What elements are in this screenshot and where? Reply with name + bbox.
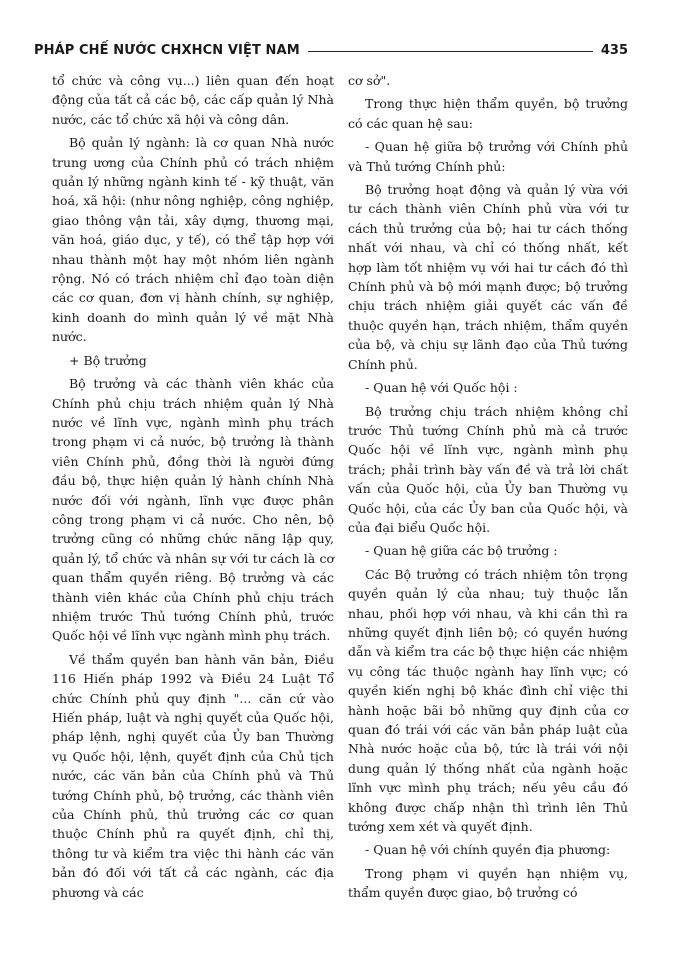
section-heading: + Bộ trưởng xyxy=(69,352,147,368)
header-rule xyxy=(308,51,593,52)
running-header xyxy=(34,39,628,61)
paragraph: Bộ trưởng và các thành viên khác của Chính phủ chịu trách nhiệm quản lý Nhà nước về lĩnh vực, ngành mình phụ trách trong phạm vi cả nước, bộ trưởng là thành viên Chính phủ, đồng thời là người đứng đầu bộ, thực hiện quản lý hành chính Nhà nước đối với ngành, lĩnh vực được phân công trong phạm vi cả nước. Cho nên, bộ trưởng cũng có những chức năng lập quy, quản lý, tổ chức và nhân sự với tư cách là cơ quan thẩm quyền riêng. Bộ trưởng và các thành viên khác của Chính phủ chịu trách nhiệm trước Thủ tướng Chính phủ, trước Quốc hội về lĩnh vực ngành mình phụ trách. xyxy=(52,376,334,644)
paragraph: tổ chức và công vụ...) liên quan đến hoạt động của tất cả các bộ, các cấp quản lý Nhà nước, các tổ chức xã hội và công dân. xyxy=(52,73,334,127)
paragraph: cơ sở". xyxy=(348,73,391,88)
paragraph: Về thẩm quyền ban hành văn bản, Điều 116 Hiến pháp 1992 và Điều 24 Luật Tổ chức Chính phủ quy định "... căn cứ vào Hiến pháp, luật và nghị quyết của Quốc hội, pháp lệnh, nghị quyết của Ủy ban Thường vụ Quốc hội, lệnh, quyết định của Chủ tịch nước, các văn bản của Chính phủ và Thủ tướng Chính phủ, bộ trưởng, các thành viên của Chính phủ, thủ trưởng các cơ quan thuộc Chính phủ ra quyết định, chỉ thị, thông tư và kiểm tra việc thi hành các văn bản đó đối với tất cả các ngành, các địa phương và các xyxy=(52,651,334,900)
paragraph: Bộ trưởng chịu trách nhiệm không chỉ trước Thủ tướng Chính phủ mà cả trước Quốc hội về lĩnh vực, ngành mình phụ trách; phải trình bày vấn đề và trả lời chất vấn của Quốc hội, của Ủy ban Thường vụ Quốc hội, của các Ủy ban của Quốc hội, và của đại biểu Quốc hội. xyxy=(348,403,628,535)
paragraph: Các Bộ trưởng có trách nhiệm tôn trọng quyền quản lý của nhau; tuỳ thuộc lẫn nhau, phối hợp với nhau, và khi cần thì ra những quyết định liên bộ; có quyền hướng dẫn và kiểm tra các bộ thực hiện các nhiệm vụ công tác thuộc ngành hay lĩnh vực; có quyền kiến nghị bộ khác đình chỉ việc thi hành hoặc bãi bỏ những quy định của cơ quan đó trái với các văn bản pháp luật của Nhà nước hoặc của bộ, tức là trái với nội dung quản lý thống nhất của ngành hoặc lĩnh vực mình phụ trách; nếu yêu cầu đó không được chấp nhận thì trình lên Thủ tướng xem xét và quyết định. xyxy=(348,566,628,835)
right-column xyxy=(348,71,628,903)
paragraph: Bộ quản lý ngành: là cơ quan Nhà nước trung ương của Chính phủ có trách nhiệm quản lý những ngành kinh tế - kỹ thuật, văn hoá, xã hội: (như nông nghiệp, công nghiệp, giao thông vận tải, xây dựng, thương mại, văn hoá, giáo dục, y tế), có thể tập hợp với nhau thành một hay một nhóm liên ngành rộng. Nó có trách nhiệm chỉ đạo toàn diện các cơ quan, đơn vị hành chính, sự nghiệp, kinh doanh do mình quản lý về mặt Nhà nước. xyxy=(52,135,334,345)
paragraph: Bộ trưởng hoạt động và quản lý vừa với tư cách thành viên Chính phủ vừa với tư cách thủ trưởng của bộ; hai tư cách thống nhất với nhau, và chỉ có thống nhất, kết hợp làm tốt nhiệm vụ với hai tư cách đó thì Chính phủ và bộ mới mạnh được; bộ trưởng chịu trách nhiệm giải quyết các vấn đề thuộc quyền hạn, trách nhiệm, thẩm quyền của bộ, và chịu sự lãnh đạo của Thủ tướng Chính phủ. xyxy=(348,182,628,372)
paragraph: Trong thực hiện thẩm quyền, bộ trưởng có các quan hệ sau: xyxy=(348,96,628,131)
subheading: - Quan hệ giữa bộ trưởng với Chính phủ và Thủ tướng Chính phủ: xyxy=(348,139,628,174)
subheading: - Quan hệ với chính quyền địa phương: xyxy=(365,842,611,858)
book-title: PHÁP CHẾ NƯỚC CHXHCN VIỆT NAM xyxy=(34,42,300,58)
subheading: - Quan hệ giữa các bộ trưởng : xyxy=(365,543,558,559)
left-column xyxy=(52,71,334,902)
subheading: - Quan hệ với Quốc hội : xyxy=(365,380,518,396)
page-number: 435 xyxy=(600,42,628,58)
paragraph: Trong phạm vi quyền hạn nhiệm vụ, thẩm quyền được giao, bộ trưởng có xyxy=(348,865,628,901)
